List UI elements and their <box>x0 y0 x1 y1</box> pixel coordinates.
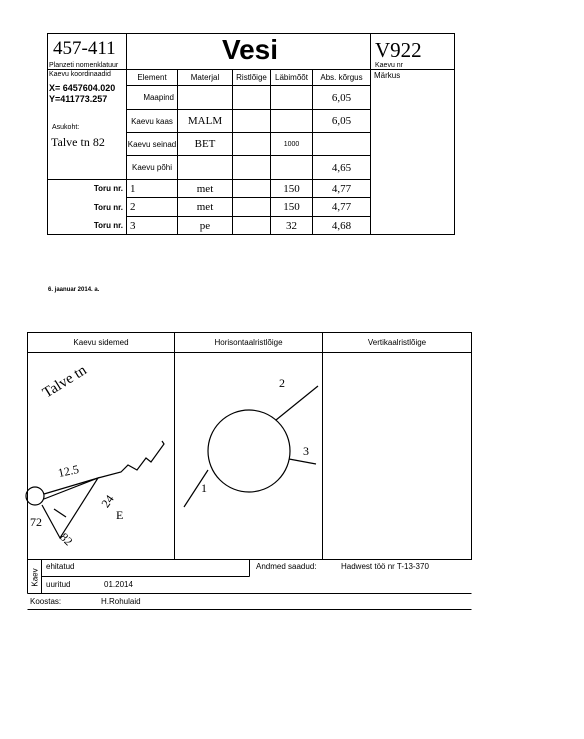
header-elevation: Abs. kõrgus <box>320 73 363 82</box>
pipe-marker: 1 <box>201 481 207 495</box>
header-diameter: Läbimõõt <box>275 73 308 82</box>
built-label: ehitatud <box>46 562 75 571</box>
sketch-dim: E <box>116 508 124 522</box>
pipe-material: met <box>196 182 214 195</box>
pipe-label: Toru nr. <box>93 184 123 193</box>
page-title: Vesi <box>221 34 279 65</box>
section-horizontal: Horisontaalristlõige <box>214 338 283 347</box>
coord-y: Y=411773.257 <box>49 94 108 104</box>
document-date: 6. jaanuar 2014. a. <box>48 287 100 293</box>
pipe-diameter: 150 <box>283 201 300 213</box>
pipe-marker: 2 <box>279 376 285 390</box>
footer-side-label: Kaev <box>30 568 40 587</box>
row-elevation: 4,65 <box>331 161 352 174</box>
row-material: BET <box>194 138 216 150</box>
row-elevation: 6,05 <box>331 91 352 104</box>
pipe-marker: 3 <box>303 444 309 458</box>
row-element: Kaevu kaas <box>131 116 173 126</box>
header-section: Ristlõige <box>236 73 267 82</box>
pipe-number: 2 <box>130 201 136 213</box>
compiler-label: Koostas: <box>30 597 62 606</box>
location-label: Asukoht: <box>52 124 80 131</box>
pipe-label: Toru nr. <box>93 202 123 212</box>
row-elevation: 6,05 <box>331 115 352 127</box>
pipe-material: pe <box>199 219 211 232</box>
sketch-street: Talve tn <box>40 362 90 402</box>
pipe-elevation: 4,77 <box>331 201 352 213</box>
connections-sketch <box>26 441 164 538</box>
notes-label: Märkus <box>374 71 401 80</box>
location-value: Talve tn 82 <box>51 135 105 149</box>
sketch-dim: 82 <box>57 529 76 549</box>
well-number-caption: Kaevu nr <box>375 62 404 69</box>
coords-label: Kaevu koordinaadid <box>49 71 111 78</box>
section-vertical: Vertikaalristlõige <box>367 338 427 347</box>
sketch-dim: 12.5 <box>56 461 81 481</box>
sketch-dim: 24 <box>98 492 117 511</box>
pipe-diameter: 150 <box>283 182 300 195</box>
pipe-label: Toru nr. <box>93 221 123 230</box>
footer-side <box>28 561 41 593</box>
row-diameter: 1000 <box>283 140 300 148</box>
pipe-diameter: 32 <box>286 219 297 232</box>
source-label: Andmed saadud: <box>256 562 317 571</box>
pipe-number: 1 <box>130 182 136 195</box>
header-material: Materjal <box>190 73 220 82</box>
pipe-elevation: 4,77 <box>331 182 352 195</box>
header-element: Element <box>137 73 167 82</box>
coord-x: X= 6457604.020 <box>49 83 116 93</box>
row-material: MALM <box>187 115 223 127</box>
section-connections: Kaevu sidemed <box>73 338 129 347</box>
pipe-material: met <box>196 201 214 213</box>
row-element: Kaevu seinad <box>127 139 177 149</box>
plan-code-caption: Planzeti nomenklatuur <box>49 62 119 69</box>
row-element: Maapind <box>143 93 174 102</box>
plan-code: 457-411 <box>53 38 116 59</box>
source-value: Hadwest töö nr T-13-370 <box>341 562 429 571</box>
pipe-elevation: 4,68 <box>331 219 352 232</box>
row-element: Kaevu põhi <box>131 163 173 172</box>
sketch-dim: 72 <box>30 515 42 529</box>
pipe-number: 3 <box>130 219 136 232</box>
compiler-name: H.Rohulaid <box>101 597 141 606</box>
well-number: V922 <box>375 38 422 62</box>
surveyed-label: uuritud <box>46 580 71 589</box>
surveyed-date: 01.2014 <box>104 580 133 589</box>
